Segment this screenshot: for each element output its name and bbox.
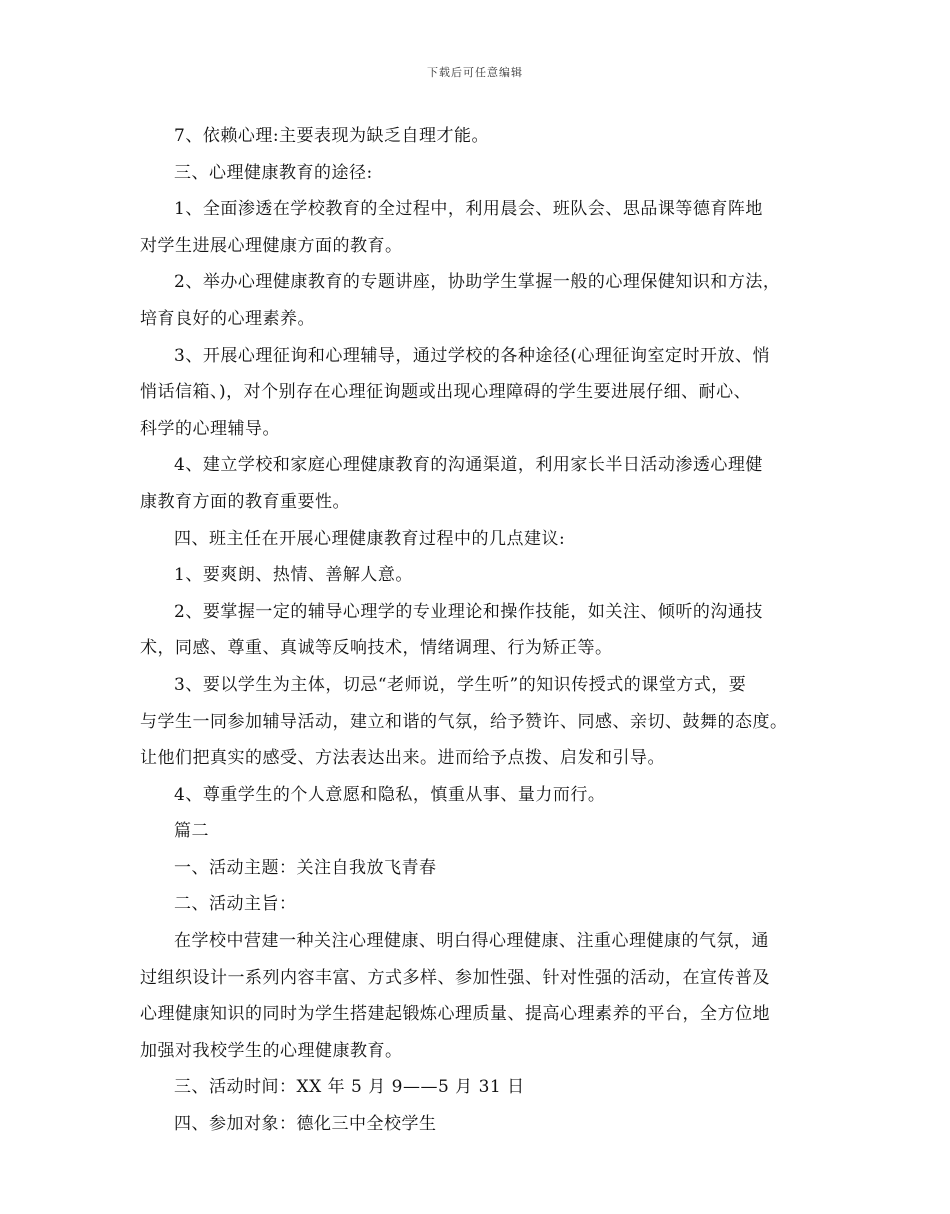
section-heading: 三、活动时间：XX 年 5 月 9——5 月 31 日 [174, 1077, 525, 1098]
section-heading: 二、活动主旨： [174, 894, 297, 915]
section-heading: 篇二 [174, 821, 209, 842]
paragraph-line: 4、尊重学生的个人意愿和隐私，慎重从事、量力而行。 [174, 784, 606, 805]
paragraph-line: 培育良好的心理素养。 [140, 308, 315, 329]
paragraph-line: 1、全面渗透在学校教育的全过程中，利用晨会、班队会、思品课等德育阵地 [174, 199, 763, 220]
paragraph-line: 悄话信箱、)，对个别存在心理征询题或出现心理障碍的学生要进展仔细、耐心、 [140, 382, 752, 403]
paragraph-line: 康教育方面的教育重要性。 [140, 491, 350, 512]
paragraph-line: 在学校中营建一种关注心理健康、明白得心理健康、注重心理健康的气氛，通 [174, 931, 769, 952]
paragraph-line: 心理健康知识的同时为学生搭建起锻炼心理质量、提高心理素养的平台，全方位地 [140, 1004, 770, 1025]
paragraph-line: 2、举办心理健康教育的专题讲座，协助学生掌握一般的心理保健知识和方法， [174, 272, 781, 293]
paragraph-line: 4、建立学校和家庭心理健康教育的沟通渠道，利用家长半日活动渗透心理健 [174, 455, 763, 476]
paragraph-line: 让他们把真实的感受、方法表达出来。进而给予点拨、启发和引导。 [140, 748, 665, 769]
paragraph-line: 2、要掌握一定的辅导心理学的专业理论和操作技能，如关注、倾听的沟通技 [174, 601, 763, 622]
paragraph-line: 过组织设计一系列内容丰富、方式多样、参加性强、针对性强的活动，在宣传普及 [140, 967, 770, 988]
paragraph-line: 与学生一同参加辅导活动，建立和谐的气氛，给予赞许、同感、亲切、鼓舞的态度。 [140, 711, 788, 732]
paragraph-line: 对学生进展心理健康方面的教育。 [140, 235, 403, 256]
paragraph-line: 1、要爽朗、热情、善解人意。 [174, 565, 413, 586]
paragraph-line: 术，同感、尊重、真诚等反响技术，情绪调理、行为矫正等。 [140, 638, 613, 659]
paragraph-line: 7、依赖心理:主要表现为缺乏自理才能。 [174, 126, 490, 146]
document-body [140, 118, 820, 1143]
section-heading: 三、心理健康教育的途径: [174, 162, 373, 183]
paragraph-line: 3、要以学生为主体，切忌“老师说，学生听”的知识传授式的课堂方式，要 [174, 674, 747, 695]
section-heading: 四、参加对象：德化三中全校学生 [174, 1114, 437, 1135]
section-heading: 一、活动主题：关注自我放飞青春 [174, 857, 437, 878]
paragraph-line: 3、开展心理征询和心理辅导，通过学校的各种途径(心理征询室定时开放、悄 [174, 345, 770, 366]
paragraph-line: 加强对我校学生的心理健康教育。 [140, 1040, 403, 1061]
paragraph-line: 科学的心理辅导。 [140, 418, 280, 439]
section-heading: 四、班主任在开展心理健康教育过程中的几点建议: [174, 528, 566, 549]
page-header: 下载后可任意编辑 [427, 66, 523, 79]
